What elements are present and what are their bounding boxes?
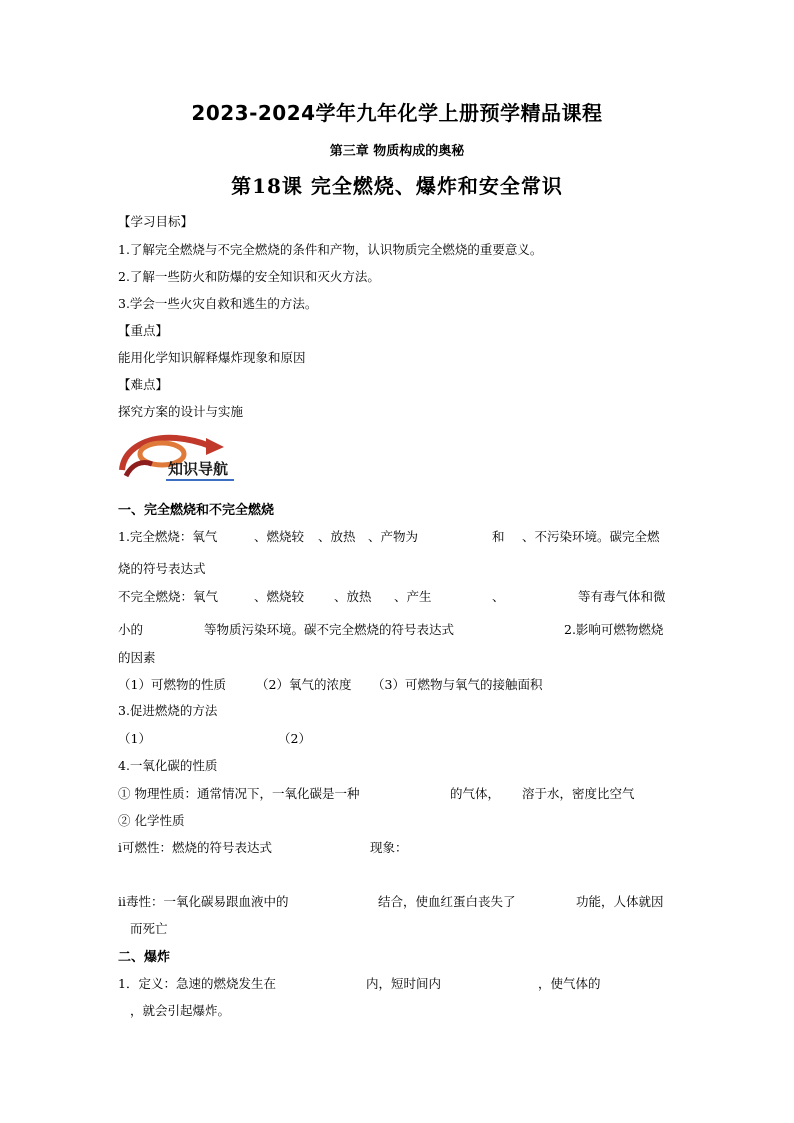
section-2-heading: 二、爆炸 [118,950,171,965]
co-toxicity: 而死亡 [130,921,168,936]
incomplete-combustion-text: 不完全燃烧：氧气 [118,589,219,604]
explosion-definition: ，就会引起爆炸。 [130,1003,231,1018]
explosion-definition: 内，短时间内 [366,976,442,991]
objectives-heading: 【学习目标】 [118,214,194,229]
incomplete-combustion-text: 、燃烧较 [254,589,305,604]
co-physical: ① 物理性质：通常情况下，一氧化碳是一种 [118,786,360,801]
promote-item: （1） [118,731,151,746]
objective-1: 1.了解完全燃烧与不完全燃烧的条件和产物，认识物质完全燃烧的重要意义。 [118,242,543,257]
document-title: 2023-2024学年九年化学上册预学精品课程 [191,101,603,125]
co-flammability: ⅰ可燃性：燃烧的符号表达式 [118,840,272,855]
complete-combustion-text: 和 [492,529,505,544]
incomplete-combustion-text: 小的 [118,622,144,637]
objective-3: 3.学会一些火灾自救和逃生的方法。 [118,296,318,311]
co-flammability: 现象： [370,840,408,855]
factor-item: （1）可燃物的性质 [118,677,226,692]
promote-heading: 3.促进燃烧的方法 [118,703,218,718]
explosion-definition: ，使气体的 [538,976,601,991]
co-physical: 溶于水，密度比空气 [522,786,635,801]
complete-combustion-text: 1.完全燃烧：氧气 [118,529,218,544]
incomplete-combustion-text: 等有毒气体和微 [578,589,666,604]
complete-combustion-text: 、燃烧较 [254,529,305,544]
complete-combustion-text: 、不污染环境。碳完全燃 [522,529,660,544]
co-heading: 4.一氧化碳的性质 [118,758,218,773]
key-text: 能用化学知识解释爆炸现象和原因 [118,350,306,365]
key-heading: 【重点】 [118,323,169,338]
complete-combustion-text: 、放热 [318,529,356,544]
difficulty-heading: 【难点】 [118,377,169,392]
explosion-definition: 1．定义：急速的燃烧发生在 [118,976,276,991]
factors-heading: 2.影响可燃物燃烧 [564,622,664,637]
incomplete-combustion-text: 、放热 [334,589,372,604]
promote-item: （2） [278,731,311,746]
co-toxicity: 结合，使血红蛋白丧失了 [378,894,516,909]
knowledge-nav-logo [118,428,246,484]
co-toxicity: ⅱ毒性：一氧化碳易跟血液中的 [118,894,289,909]
lesson-title: 第18课 完全燃烧、爆炸和安全常识 [231,174,563,198]
factors-heading: 的因素 [118,650,156,665]
section-1-heading: 一、完全燃烧和不完全燃烧 [118,503,275,518]
incomplete-combustion-text: 等物质污染环境。碳不完全燃烧的符号表达式 [204,622,455,637]
chapter-title: 第三章 物质构成的奥秘 [329,144,465,159]
objective-2: 2.了解一些防火和防爆的安全知识和灭火方法。 [118,269,380,284]
complete-combustion-text: 、产物为 [368,529,419,544]
co-chemical: ② 化学性质 [118,813,185,828]
logo-text: 知识导航 [168,460,229,478]
factor-item: （3）可燃物与氧气的接触面积 [372,677,543,692]
factor-item: （2）氧气的浓度 [256,677,352,692]
complete-combustion-text: 烧的符号表达式 [118,561,206,576]
co-physical: 的气体， [450,786,501,801]
co-toxicity: 功能，人体就因 [576,894,664,909]
difficulty-text: 探究方案的设计与实施 [118,404,244,419]
incomplete-combustion-text: 、产生 [394,589,432,604]
incomplete-combustion-text: 、 [492,589,505,604]
